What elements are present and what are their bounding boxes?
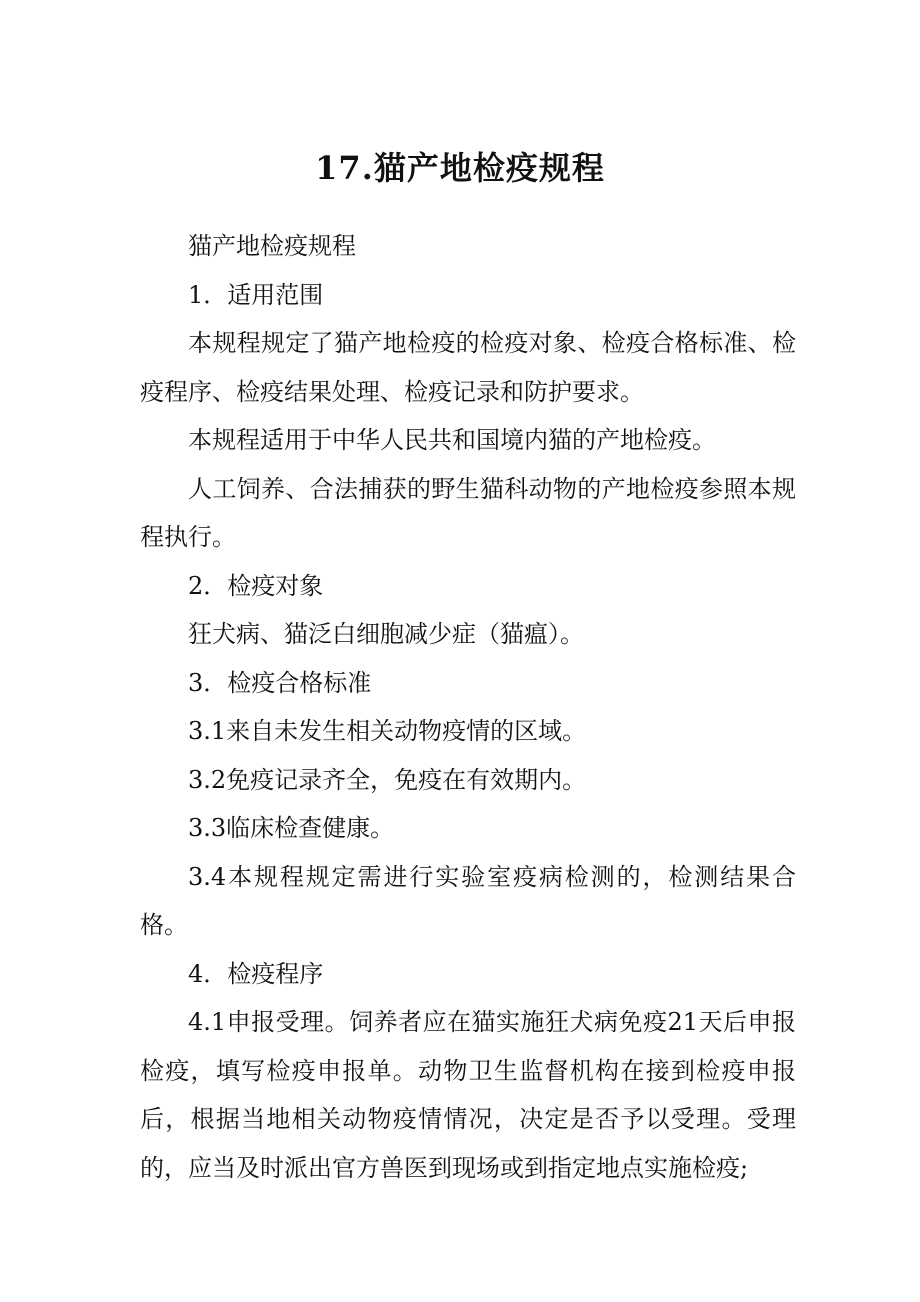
paragraph-standard-3-1: 3.1来自未发生相关动物疫情的区域。 — [188, 717, 587, 745]
paragraph-subtitle: 猫产地检疫规程 — [188, 232, 356, 260]
document-title: 17.猫产地检疫规程 — [315, 149, 605, 187]
paragraph-standard-3-4: 3.4本规程规定需进行实验室疫病检测的，检测结果合格。 — [140, 862, 796, 939]
paragraph-objects: 狂犬病、猫泛白细胞减少症（猫瘟）。 — [188, 620, 584, 648]
document-body — [140, 222, 796, 1192]
paragraph-scope-3: 人工饲养、合法捕获的野生猫科动物的产地检疫参照本规程执行。 — [140, 474, 796, 551]
paragraph-scope-1: 本规程规定了猫产地检疫的检疫对象、检疫合格标准、检疫程序、检疫结果处理、检疫记录和防护要求。 — [140, 329, 796, 406]
paragraph-scope-2: 本规程适用于中华人民共和国境内猫的产地检疫。 — [188, 426, 716, 454]
section-heading-objects: 2．检疫对象 — [188, 571, 324, 600]
paragraph-procedure-4-1: 4.1申报受理。饲养者应在猫实施狂犬病免疫21天后申报检疫，填写检疫申报单。动物卫生监督机构在接到检疫申报后，根据当地相关动物疫情情况，决定是否予以受理。受理的，应当及时派出官方兽医到现场或到指定地点实施检疫; — [140, 1008, 796, 1182]
paragraph-standard-3-3: 3.3临床检查健康。 — [188, 814, 395, 842]
section-heading-procedure: 4．检疫程序 — [188, 959, 324, 988]
paragraph-standard-3-2: 3.2免疫记录齐全，免疫在有效期内。 — [188, 765, 587, 794]
section-heading-standards: 3．检疫合格标准 — [188, 668, 372, 697]
section-heading-scope: 1．适用范围 — [188, 280, 324, 309]
